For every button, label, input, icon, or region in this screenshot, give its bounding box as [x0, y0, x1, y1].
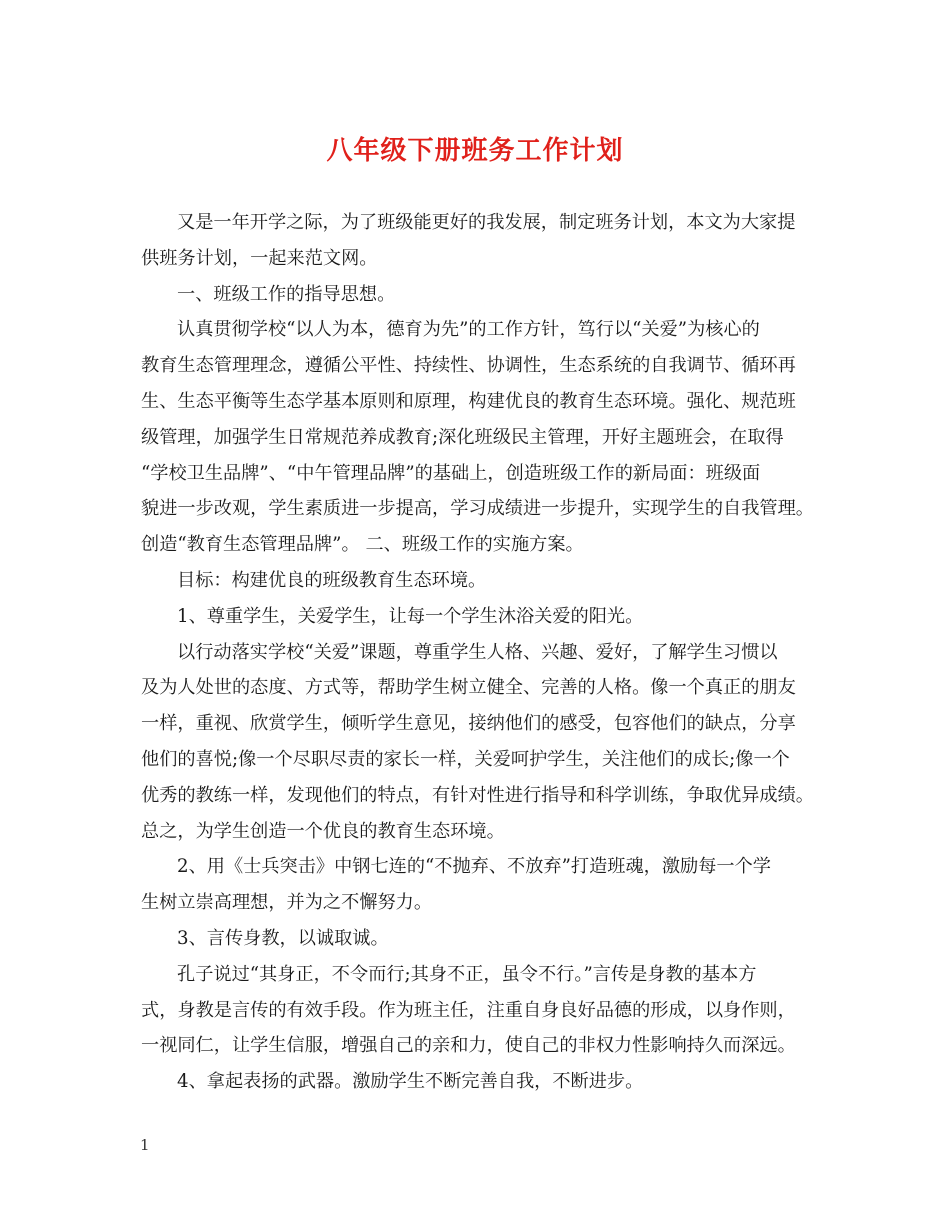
section-heading: 4、拿起表扬的武器。激励学生不断完善自我，不断进步。	[177, 1071, 644, 1093]
section-heading: 1、尊重学生，关爱学生，让每一个学生沐浴关爱的阳光。	[177, 605, 644, 627]
paragraph-line: “学校卫生品牌”、“中午管理品牌”的基础上，创造班级工作的新局面：班级面	[141, 462, 761, 484]
page-number: 1	[140, 1136, 150, 1154]
section-heading: 一、班级工作的指导思想。	[177, 283, 396, 305]
paragraph-line: 生、生态平衡等生态学基本原则和原理，构建优良的教育生态环境。强化、规范班	[141, 390, 796, 412]
paragraph-line: 一视同仁，让学生信服，增强自己的亲和力，使自己的非权力性影响持久而深远。	[141, 1035, 796, 1057]
section-heading: 3、言传身教，以诚取诚。	[177, 927, 389, 949]
paragraph-line: 供班务计划，一起来范文网。	[141, 247, 378, 269]
paragraph-line: 认真贯彻学校“以人为本，德育为先”的工作方针，笃行以“关爱”为核心的	[177, 319, 760, 341]
section-heading: 2、用《士兵突击》中钢七连的“不抛弃、不放弃”打造班魂，激励每一个学	[177, 856, 771, 878]
paragraph-line: 目标：构建优良的班级教育生态环境。	[177, 569, 487, 591]
paragraph-line: 优秀的教练一样，发现他们的特点，有针对性进行指导和科学训练，争取优异成绩。	[141, 784, 814, 806]
paragraph-line: 一样，重视、欣赏学生，倾听学生意见，接纳他们的感受，包容他们的缺点，分享	[141, 713, 796, 735]
paragraph-line: 又是一年开学之际，为了班级能更好的我发展，制定班务计划，本文为大家提	[177, 212, 796, 233]
paragraph-line: 教育生态管理理念，遵循公平性、持续性、协调性，生态系统的自我调节、循环再	[141, 355, 796, 377]
document-title: 八年级下册班务工作计划	[326, 136, 624, 166]
document-body	[141, 205, 829, 1100]
paragraph-line: 以行动落实学校“关爱”课题，尊重学生人格、兴趣、爱好，了解学生习惯以	[177, 641, 778, 663]
paragraph-line: 总之，为学生创造一个优良的教育生态环境。	[141, 820, 505, 842]
paragraph-line: 貌进一步改观，学生素质进一步提高，学习成绩进一步提升，实现学生的自我管理。	[141, 498, 814, 520]
paragraph-line: 生树立崇高理想，并为之不懈努力。	[141, 892, 433, 914]
paragraph-line: 式，身教是言传的有效手段。作为班主任，注重自身良好品德的形成，以身作则，	[141, 999, 796, 1021]
paragraph-line: 创造“教育生态管理品牌”。 二、班级工作的实施方案。	[141, 534, 584, 556]
paragraph-line: 级管理，加强学生日常规范养成教育;深化班级民主管理，开好主题班会，在取得	[141, 426, 784, 448]
paragraph-line: 及为人处世的态度、方式等，帮助学生树立健全、完善的人格。像一个真正的朋友	[141, 677, 796, 699]
paragraph-line: 孔子说过“其身正，不令而行;其身不正，虽令不行。”言传是身教的基本方	[177, 963, 757, 985]
paragraph-line: 他们的喜悦;像一个尽职尽责的家长一样，关爱呵护学生，关注他们的成长;像一个	[141, 748, 790, 770]
